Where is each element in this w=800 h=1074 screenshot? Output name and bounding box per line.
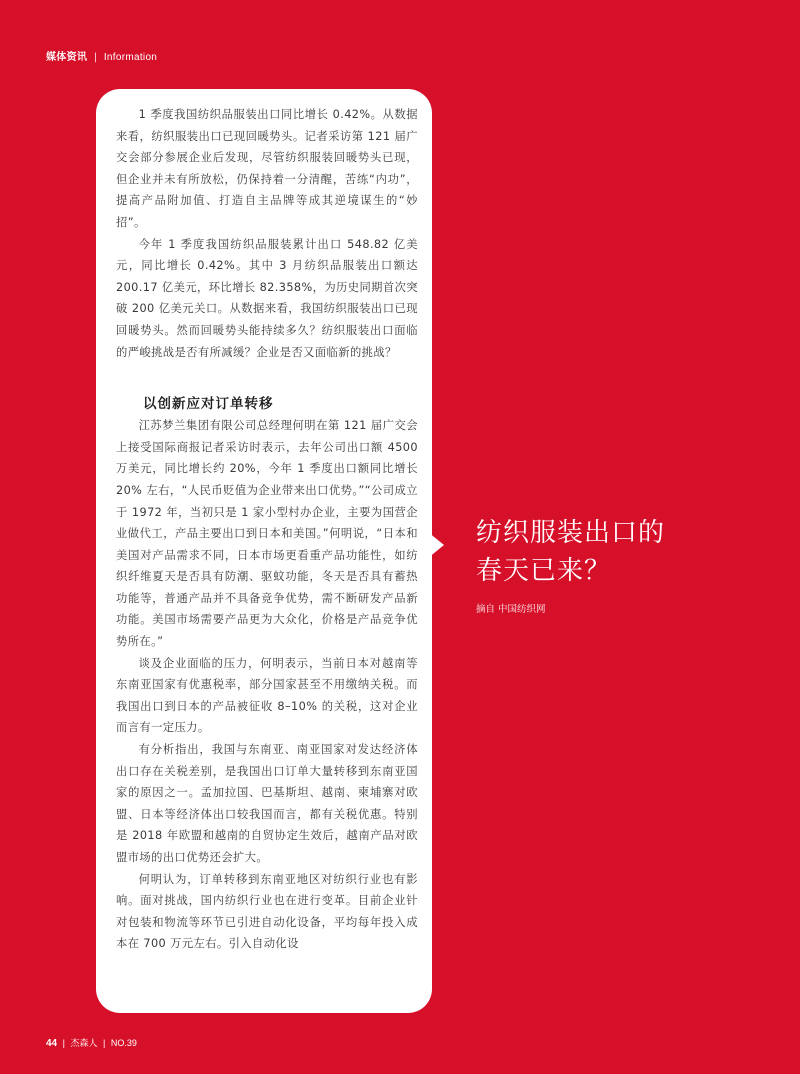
- article-paragraph: 谈及企业面临的压力，何明表示，当前日本对越南等东南亚国家有优惠税率，部分国家甚至不用缴纳关税。而我国出口到日本的产品被征收 8–10% 的关税，这对企业而言有一定压力。: [116, 656, 418, 735]
- article-paragraph: 有分析指出，我国与东南亚、南亚国家对发达经济体出口存在关税差别，是我国出口订单大量转移到东南亚国家的原因之一。孟加拉国、巴基斯坦、越南、柬埔寨对欧盟、日本等经济体出口较我国而言，都有关税优惠。特别是 2018 年欧盟和越南的自贸协定生效后，越南产品对欧盟市场的出口优势还会扩大。: [116, 743, 418, 864]
- magazine-name: 杰森人: [70, 1038, 98, 1048]
- speech-bubble-pointer: [428, 532, 444, 558]
- article-body: [116, 104, 418, 955]
- page-number: 44: [46, 1038, 58, 1049]
- article-paragraph: 今年 1 季度我国纺织品服装累计出口 548.82 亿美元，同比增长 0.42%。其中 3 月纺织品服装出口额达 200.17 亿美元，环比增长 82.358%，为历史同期首次突破 200 亿美元关口。从数据来看，我国纺织服装出口已现回暖势头。然而回暖势头能持续多久？纺织服装出口面临的严峻挑战是否有所减缓？企业是否又面临新的挑战？: [116, 237, 418, 359]
- article-subheading: 以创新应对订单转移: [143, 396, 274, 413]
- section-label: 媒体资讯: [46, 52, 88, 63]
- article-title-line-2: 春天已来？: [476, 556, 612, 586]
- issue-number: NO.39: [110, 1038, 137, 1048]
- footer-separator: |: [62, 1038, 65, 1048]
- page-footer: [46, 1036, 137, 1049]
- article-title: [476, 514, 776, 590]
- section-subtitle: Information: [103, 52, 158, 63]
- article-title-line-1: 纺织服装出口的: [476, 518, 666, 548]
- article-paragraph: 何明认为，订单转移到东南亚地区对纺织行业也有影响。面对挑战，国内纺织行业也在进行变革。目前企业针对包装和物流等环节已引进自动化设备，平均每年投入成本在 700 万元左右。引入自动化设: [116, 872, 418, 951]
- article-paragraph: 江苏梦兰集团有限公司总经理何明在第 121 届广交会上接受国际商报记者采访时表示，去年公司出口额 4500 万美元，同比增长约 20%，今年 1 季度出口额同比增长 20% 左右，“人民币贬值为企业带来出口优势。”“公司成立于 1972 年，当初只是 1 家小型村办企业，主要为国营企业做代工，产品主要出口到日本和美国。”何明说，“日本和美国对产品需求不同，日本市场更看重产品功能性，如纺织纤维夏天是否具有防潮、驱蚊功能，冬天是否具有蓄热功能等，普通产品并不具备竞争优势，需不断研发产品新功能。美国市场需要产品更为大众化，价格是产品竞争优势所在。”: [116, 419, 418, 649]
- page-header: [46, 48, 157, 63]
- article-source: 摘自 中国纺织网: [476, 604, 546, 615]
- article-paragraph: 1 季度我国纺织品服装出口同比增长 0.42%。从数据来看，纺织服装出口已现回暖势头。记者采访第 121 届广交会部分参展企业后发现，尽管纺织服装回暖势头已现，但企业并未有所放松，仍保持着一分清醒，苦练“内功”，提高产品附加值、打造自主品牌等成其逆境谋生的“妙招”。: [116, 108, 418, 229]
- header-separator: |: [93, 52, 98, 63]
- footer-separator: |: [103, 1038, 106, 1048]
